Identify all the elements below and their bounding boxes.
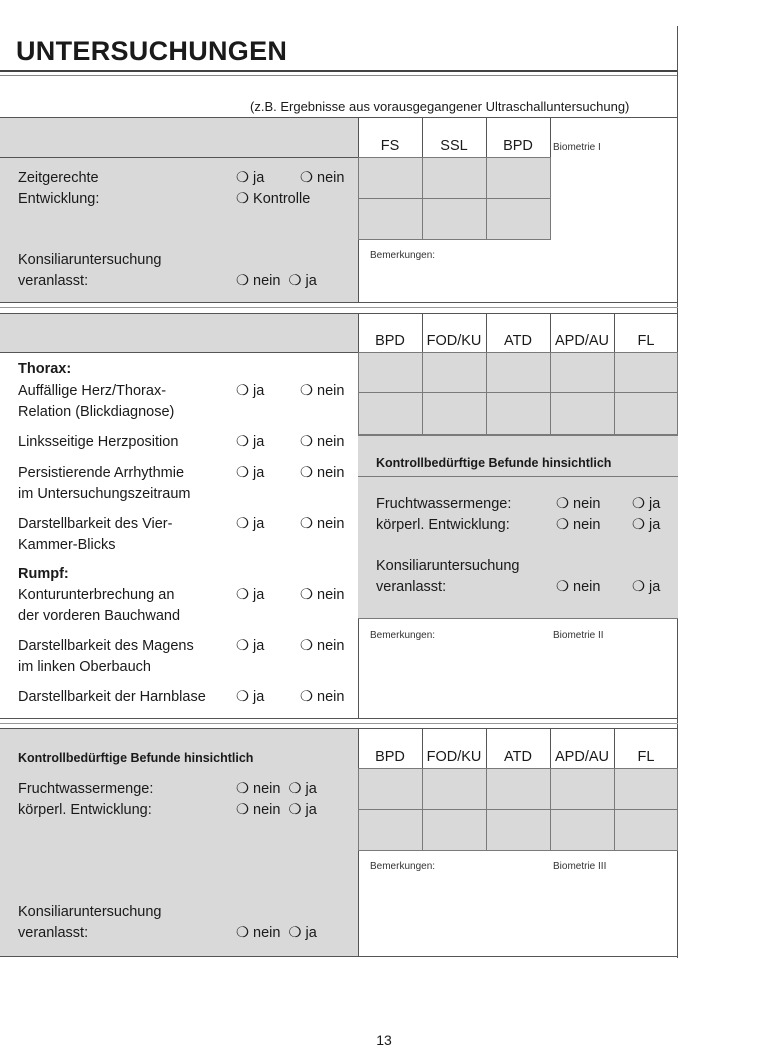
- item-label: Persistierende Arrhythmie: [18, 465, 185, 481]
- s2-col-sep: [486, 313, 487, 353]
- biometrie-3-cell[interactable]: [422, 809, 487, 851]
- biometrie-2-cell[interactable]: [614, 392, 678, 435]
- biometrie-3-cell[interactable]: [486, 768, 551, 810]
- s2-col-apdau: APD/AU: [555, 333, 609, 349]
- konsil-3-options[interactable]: ❍ nein ❍ ja: [236, 925, 317, 941]
- kontroll-title-rule: [358, 476, 678, 477]
- biometrie-3-cell[interactable]: [550, 768, 615, 810]
- biometrie-3-label: Biometrie III: [553, 861, 607, 872]
- s2-col-fodku: FOD/KU: [426, 333, 482, 349]
- biometrie-3-cell[interactable]: [486, 809, 551, 851]
- section2-top-rule: [0, 313, 678, 314]
- section-gap-rule: [0, 723, 678, 724]
- item-nein-option[interactable]: ❍ nein: [300, 516, 345, 532]
- section2-left-rule: [0, 352, 358, 353]
- item-ja-option[interactable]: ❍ ja: [236, 638, 265, 654]
- konsil-3-label: Konsiliaruntersuchung: [18, 904, 162, 920]
- biometrie-2-cell[interactable]: [358, 352, 423, 393]
- col-bpd: BPD: [503, 138, 533, 154]
- item-nein-option[interactable]: ❍ nein: [300, 638, 345, 654]
- kontroll-3-title: Kontrollbedürftige Befunde hinsichtlich: [18, 751, 254, 765]
- fruchtwasser-2-label: Fruchtwassermenge:: [376, 496, 512, 512]
- biometrie-2-cell[interactable]: [550, 392, 615, 435]
- s3-col-fodku: FOD/KU: [426, 749, 482, 765]
- item-nein-option[interactable]: ❍ nein: [300, 383, 345, 399]
- title-rule-thin: [0, 75, 678, 76]
- s1-col-sep: [486, 117, 487, 157]
- biometrie-1-cell[interactable]: [358, 198, 423, 240]
- page-number: 13: [376, 1032, 392, 1048]
- fruchtwasser-2-ja[interactable]: ❍ ja: [632, 496, 661, 512]
- item-ja-option[interactable]: ❍ ja: [236, 689, 265, 705]
- item-label: im linken Oberbauch: [18, 659, 151, 675]
- veranlasst-2-label: veranlasst:: [376, 579, 447, 595]
- col-ssl: SSL: [440, 138, 468, 154]
- biometrie-2-cell[interactable]: [358, 392, 423, 435]
- biometrie-2-label: Biometrie II: [553, 630, 604, 641]
- s1-col-sep: [550, 117, 551, 157]
- biometrie-3-cell[interactable]: [358, 768, 423, 810]
- s2-col-atd: ATD: [504, 333, 532, 349]
- konsil-2-ja[interactable]: ❍ ja: [632, 579, 661, 595]
- konsil-2-label: Konsiliaruntersuchung: [376, 558, 520, 574]
- s2-col-sep: [614, 313, 615, 353]
- biometrie-2-cell[interactable]: [486, 392, 551, 435]
- item-label: Relation (Blickdiagnose): [18, 404, 175, 420]
- s2-col-fl: FL: [637, 333, 655, 349]
- s2-col-bpd: BPD: [375, 333, 405, 349]
- section1-left-rule: [0, 157, 358, 158]
- kontroll-2-title: Kontrollbedürftige Befunde hinsichtlich: [376, 456, 612, 470]
- s3-col-bpd: BPD: [375, 749, 405, 765]
- item-label: Kammer-Blicks: [18, 537, 116, 553]
- koerper-3-label: körperl. Entwicklung:: [18, 802, 152, 818]
- biometrie-2-cell[interactable]: [486, 352, 551, 393]
- title-rule: [0, 70, 678, 72]
- item-label: Darstellbarkeit des Vier-: [18, 516, 173, 532]
- item-nein-option[interactable]: ❍ nein: [300, 587, 345, 603]
- bemerkungen-1-label: Bemerkungen:: [370, 250, 436, 261]
- section2-bottom-rule: [0, 718, 678, 719]
- koerper-2-label: körperl. Entwicklung:: [376, 517, 510, 533]
- s2-col-sep: [422, 313, 423, 353]
- col-fs: FS: [380, 138, 400, 154]
- item-ja-option[interactable]: ❍ ja: [236, 434, 265, 450]
- koerper-2-nein[interactable]: ❍ nein: [556, 517, 601, 533]
- biometrie-3-cell[interactable]: [358, 809, 423, 851]
- section3-bottom-rule: [0, 956, 678, 957]
- biometrie-2-cell[interactable]: [614, 352, 678, 393]
- biometrie-2-cell[interactable]: [422, 352, 487, 393]
- item-label: Darstellbarkeit des Magens: [18, 638, 194, 654]
- s3-col-apdau: APD/AU: [555, 749, 609, 765]
- entwicklung-label: Entwicklung:: [18, 191, 100, 207]
- item-ja-option[interactable]: ❍ ja: [236, 587, 265, 603]
- konsil-2-nein[interactable]: ❍ nein: [556, 579, 601, 595]
- item-nein-option[interactable]: ❍ nein: [300, 465, 345, 481]
- item-label: Konturunterbrechung an: [18, 587, 175, 603]
- koerper-3-options[interactable]: ❍ nein ❍ ja: [236, 802, 317, 818]
- zeit-kontrolle-option[interactable]: ❍ Kontrolle: [236, 191, 311, 207]
- s1-col-sep: [422, 117, 423, 157]
- biometrie-3-cell[interactable]: [614, 768, 678, 810]
- section1-top-rule: [0, 117, 678, 118]
- veranlasst-label: veranlasst:: [18, 273, 89, 289]
- s3-col-sep: [550, 728, 551, 768]
- zeitgerechte-label: Zeitgerechte: [18, 170, 99, 186]
- thorax-heading: Thorax:: [18, 361, 72, 377]
- item-label: Auffällige Herz/Thorax-: [18, 383, 167, 399]
- biometrie-1-label: Biometrie I: [553, 142, 601, 153]
- biometrie-1-cell[interactable]: [486, 198, 551, 240]
- s3-col-sep: [422, 728, 423, 768]
- section3-top-rule: [0, 728, 678, 729]
- item-label: Linksseitige Herzposition: [18, 434, 179, 450]
- biometrie-3-cell[interactable]: [550, 809, 615, 851]
- item-ja-option[interactable]: ❍ ja: [236, 516, 265, 532]
- zeit-nein-option[interactable]: ❍ nein: [300, 170, 345, 186]
- s3-col-sep: [486, 728, 487, 768]
- item-nein-option[interactable]: ❍ nein: [300, 434, 345, 450]
- s3-col-atd: ATD: [504, 749, 532, 765]
- item-ja-option[interactable]: ❍ ja: [236, 383, 265, 399]
- bemerkungen-3-label: Bemerkungen:: [370, 861, 436, 872]
- item-nein-option[interactable]: ❍ nein: [300, 689, 345, 705]
- konsil-options[interactable]: ❍ nein ❍ ja: [236, 273, 317, 289]
- item-label: im Untersuchungszeitraum: [18, 486, 191, 502]
- s3-col-sep: [614, 728, 615, 768]
- item-label: der vorderen Bauchwand: [18, 608, 181, 624]
- rumpf-heading: Rumpf:: [18, 566, 69, 582]
- item-ja-option[interactable]: ❍ ja: [236, 465, 265, 481]
- biometrie-3-cell[interactable]: [422, 768, 487, 810]
- biometrie-1-cell[interactable]: [422, 198, 487, 240]
- zeit-ja-option[interactable]: ❍ ja: [236, 170, 265, 186]
- section2-left-panel: [0, 313, 358, 353]
- subtitle: (z.B. Ergebnisse aus vorausgegangener Ultraschalluntersuchung): [250, 99, 630, 114]
- section-gap-rule: [0, 307, 678, 308]
- s2-col-sep: [550, 313, 551, 353]
- biometrie-2-cell[interactable]: [550, 352, 615, 393]
- konsil-label: Konsiliaruntersuchung: [18, 252, 162, 268]
- biometrie-1-cell[interactable]: [358, 157, 423, 199]
- biometrie-1-cell[interactable]: [422, 157, 487, 199]
- biometrie-1-cell[interactable]: [486, 157, 551, 199]
- fruchtwasser-3-options[interactable]: ❍ nein ❍ ja: [236, 781, 317, 797]
- bemerkungen-2-label: Bemerkungen:: [370, 630, 436, 641]
- veranlasst-3-label: veranlasst:: [18, 925, 89, 941]
- koerper-2-ja[interactable]: ❍ ja: [632, 517, 661, 533]
- section1-bottom-rule: [0, 302, 678, 303]
- s3-col-fl: FL: [637, 749, 655, 765]
- item-label: Darstellbarkeit der Harnblase: [18, 689, 206, 705]
- biometrie-3-cell[interactable]: [614, 809, 678, 851]
- biometrie-2-cell[interactable]: [422, 392, 487, 435]
- fruchtwasser-2-nein[interactable]: ❍ nein: [556, 496, 601, 512]
- fruchtwasser-3-label: Fruchtwassermenge:: [18, 781, 154, 797]
- page-title: UNTERSUCHUNGEN: [16, 36, 288, 66]
